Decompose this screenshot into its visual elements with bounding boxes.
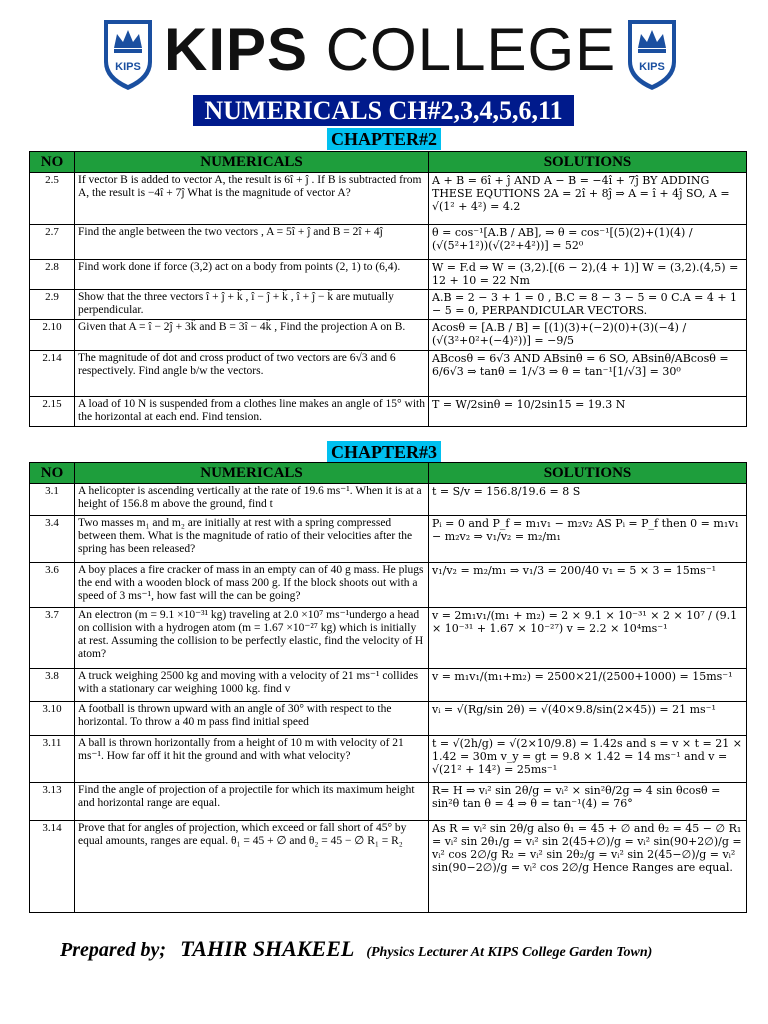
row-question: Show that the three vectors î + ĵ + k̂ , î − ĵ + k̂ , î + ĵ − k̂ are mutually perpendicular. — [75, 290, 429, 320]
row-no: 3.6 — [30, 563, 75, 608]
page-title: NUMERICALS CH#2,3,4,5,6,11 — [193, 95, 574, 126]
row-question: Prove that for angles of projection, which exceed or fall short of 45° by equal amounts, ranges are equal. θ₁ = 45 + ∅ and θ₂ = 45 − ∅ R₁ = R₂ — [75, 821, 429, 913]
table-row — [30, 397, 747, 427]
row-no: 2.14 — [30, 351, 75, 397]
footer — [60, 936, 760, 962]
row-question: An electron (m = 9.1 ×10⁻³¹ kg) traveling at 2.0 ×10⁷ ms⁻¹undergo a head on collision with a hydrogen atom (m = 1.67 ×10⁻²⁷ kg) which is initially at rest. Assuming the collision to be perfectly elastic, find the velocity of H atom? — [75, 608, 429, 669]
col-header-numericals: NUMERICALS — [75, 152, 429, 173]
row-solution: Acosθ = [A.B / B] = [(1)(3)+(−2)(0)+(3)(−4) / (√(3²+0²+(−4)²))] = −9/5 — [429, 320, 747, 351]
row-solution: t = S/v = 156.8/19.6 = 8 S — [429, 484, 747, 516]
chapter-3-heading: CHAPTER#3 — [327, 441, 441, 463]
row-solution: v = m₁v₁/(m₁+m₂) = 2500×21/(2500+1000) = 15ms⁻¹ — [429, 669, 747, 702]
row-no: 3.11 — [30, 736, 75, 783]
table-row — [30, 563, 747, 608]
table-row — [30, 290, 747, 320]
col-header-no: NO — [30, 463, 75, 484]
row-question: A truck weighing 2500 kg and moving with a velocity of 21 ms⁻¹ collides with a stationary car weighing 1000 kg. find v — [75, 669, 429, 702]
row-question: Find the angle of projection of a projectile for which its maximum height and horizontal range are equal. — [75, 783, 429, 821]
row-no: 2.10 — [30, 320, 75, 351]
row-solution: As R = vᵢ² sin 2θ/g also θ₁ = 45 + ∅ and θ₂ = 45 − ∅ R₁ = vᵢ² sin 2θ₁/g = vᵢ² sin 2(45+∅)/g = vᵢ² sin(90+2∅)/g = vᵢ² cos 2∅/g R₂ = vᵢ² sin 2θ₂/g = vᵢ² sin 2(45−∅)/g = vᵢ² sin(90−2∅)/g = vᵢ² cos 2∅/g Hence Ranges are equal. — [429, 821, 747, 913]
row-solution: T = W/2sinθ = 10/2sin15 = 19.3 N — [429, 397, 747, 427]
brand-bold: KIPS — [164, 16, 309, 83]
row-no: 2.5 — [30, 173, 75, 225]
table-row — [30, 608, 747, 669]
table-header-row — [30, 463, 747, 484]
row-solution: W = F.d ⇒ W = (3,2).[(6 − 2),(4 + 1)] W = (3,2).(4,5) = 12 + 10 = 22 Nm — [429, 260, 747, 290]
row-question: Find work done if force (3,2) act on a body from points (2, 1) to (6,4). — [75, 260, 429, 290]
college-name — [164, 16, 617, 83]
row-solution: ABcosθ = 6√3 AND ABsinθ = 6 SO, ABsinθ/ABcosθ = 6/6√3 ⇒ tanθ = 1/√3 ⇒ θ = tan⁻¹[1/√3] = 30⁰ — [429, 351, 747, 397]
table-row — [30, 736, 747, 783]
table-row — [30, 821, 747, 913]
row-no: 2.9 — [30, 290, 75, 320]
row-solution: vᵢ = √(Rg/sin 2θ) = √(40×9.8/sin(2×45)) = 21 ms⁻¹ — [429, 702, 747, 736]
kips-logo-right-icon — [624, 18, 680, 92]
author-designation: (Physics Lecturer At KIPS College Garden Town) — [366, 945, 653, 960]
row-solution: A + B = 6î + ĵ AND A − B = −4î + 7ĵ BY ADDING THESE EQUTIONS 2A = 2î + 8ĵ ⇒ A = î + 4ĵ SO, A = √(1² + 4²) = 4.2 — [429, 173, 747, 225]
table-row — [30, 702, 747, 736]
table-row — [30, 320, 747, 351]
row-question: A helicopter is ascending vertically at the rate of 19.6 ms⁻¹. When it is at a height of 156.8 m above the ground, find t — [75, 484, 429, 516]
row-no: 3.1 — [30, 484, 75, 516]
author-name: TAHIR SHAKEEL — [180, 936, 355, 961]
row-question: A football is thrown upward with an angle of 30° with respect to the horizontal. To throw a 40 m pass find initial speed — [75, 702, 429, 736]
row-question: If vector B is added to vector A, the result is 6î + ĵ . If B is subtracted from A, the result is −4î + 7ĵ What is the magnitude of vector A? — [75, 173, 429, 225]
brand-light: COLLEGE — [325, 16, 617, 83]
row-no: 3.4 — [30, 516, 75, 563]
table-row — [30, 225, 747, 260]
table-row — [30, 351, 747, 397]
row-no: 3.7 — [30, 608, 75, 669]
logo-text-right: KIPS — [639, 61, 665, 73]
table-header-row — [30, 152, 747, 173]
row-no: 2.8 — [30, 260, 75, 290]
col-header-solutions: SOLUTIONS — [429, 463, 747, 484]
row-no: 2.7 — [30, 225, 75, 260]
prepared-by-label: Prepared by; — [60, 939, 167, 961]
table-row — [30, 484, 747, 516]
row-no: 3.13 — [30, 783, 75, 821]
table-row — [30, 669, 747, 702]
row-question: Two masses m₁ and m₂ are initially at rest with a spring compressed between them. What is the magnitude of ratio of their velocities after the spring has been released? — [75, 516, 429, 563]
row-no: 2.15 — [30, 397, 75, 427]
logo-text-left: KIPS — [115, 61, 141, 73]
row-question: Given that A = î − 2ĵ + 3k̂ and B = 3î − 4k̂ , Find the projection A on B. — [75, 320, 429, 351]
table-row — [30, 173, 747, 225]
col-header-numericals: NUMERICALS — [75, 463, 429, 484]
chapter-3-table — [29, 462, 747, 913]
chapter-2-table — [29, 151, 747, 427]
kips-logo-left-icon — [100, 18, 156, 92]
row-question: A ball is thrown horizontally from a height of 10 m with velocity of 21 ms⁻¹. How far off it hit the ground and with what velocity? — [75, 736, 429, 783]
row-solution: v₁/v₂ = m₂/m₁ ⇒ v₁/3 = 200/40 v₁ = 5 × 3 = 15ms⁻¹ — [429, 563, 747, 608]
table-row — [30, 260, 747, 290]
chapter-2-heading: CHAPTER#2 — [327, 128, 441, 150]
row-solution: Pᵢ = 0 and P_f = m₁v₁ − m₂v₂ AS Pᵢ = P_f then 0 = m₁v₁ − m₂v₂ ⇒ v₁/v₂ = m₂/m₁ — [429, 516, 747, 563]
row-question: A boy places a fire cracker of mass in an empty can of 40 g mass. He plugs the end with a wooden block of mass 200 g. If the block shoots out with a speed of 3 ms⁻¹, how fast will the can be going? — [75, 563, 429, 608]
row-no: 3.10 — [30, 702, 75, 736]
row-solution: θ = cos⁻¹[A.B / AB], ⇒ θ = cos⁻¹[(5)(2)+(1)(4) / (√(5²+1²))(√(2²+4²))] = 52⁰ — [429, 225, 747, 260]
table-row — [30, 516, 747, 563]
row-question: The magnitude of dot and cross product of two vectors are 6√3 and 6 respectively. Find angle b/w the vectors. — [75, 351, 429, 397]
row-solution: A.B = 2 − 3 + 1 = 0 , B.C = 8 − 3 − 5 = 0 C.A = 4 + 1 − 5 = 0, PERPANDICULAR VECTORS. — [429, 290, 747, 320]
row-solution: R= H ⇒ vᵢ² sin 2θ/g = vᵢ² × sin²θ/2g ⇒ 4 sin θcosθ = sin²θ tan θ = 4 ⇒ θ = tan⁻¹(4) = 76° — [429, 783, 747, 821]
table-row — [30, 783, 747, 821]
col-header-no: NO — [30, 152, 75, 173]
row-question: Find the angle between the two vectors , A = 5î + ĵ and B = 2î + 4ĵ — [75, 225, 429, 260]
row-question: A load of 10 N is suspended from a clothes line makes an angle of 15° with the horizontal at each end. Find tension. — [75, 397, 429, 427]
row-no: 3.8 — [30, 669, 75, 702]
row-solution: v = 2m₁v₁/(m₁ + m₂) = 2 × 9.1 × 10⁻³¹ × 2 × 10⁷ / (9.1 × 10⁻³¹ + 1.67 × 10⁻²⁷) v = 2.2 × 10⁴ms⁻¹ — [429, 608, 747, 669]
row-solution: t = √(2h/g) = √(2×10/9.8) = 1.42s and s = v × t = 21 × 1.42 = 30m v_y = gt = 9.8 × 1.42 = 14 ms⁻¹ and v = √(21² + 14²) = 25ms⁻¹ — [429, 736, 747, 783]
page-header — [0, 8, 768, 92]
col-header-solutions: SOLUTIONS — [429, 152, 747, 173]
row-no: 3.14 — [30, 821, 75, 913]
